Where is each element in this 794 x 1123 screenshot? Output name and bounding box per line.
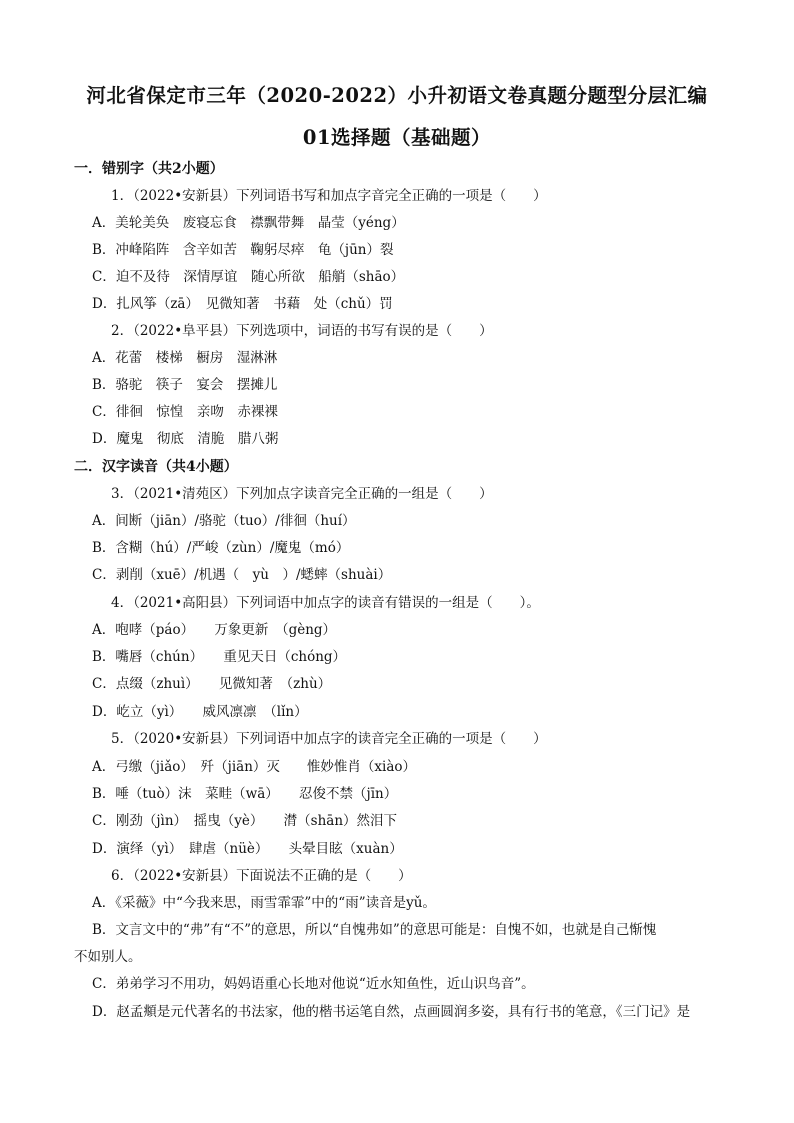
question-6-option-d: D．赵孟頫是元代著名的书法家，他的楷书运笔自然，点画圆润多姿，具有行书的笔意，《三门记》是 <box>92 1004 691 1020</box>
question-5-option-b: B．唾（tuò）沫 菜畦（wā） 忍俊不禁（jīn） <box>92 786 398 802</box>
question-5-option-a: A．弓缴（jiǎo） 歼（jiān）灭 惟妙惟肖（xiào） <box>92 759 417 775</box>
question-2-option-c: C．徘徊 惊惶 亲吻 赤裸裸 <box>92 404 278 420</box>
question-2-option-a: A．花蕾 楼梯 橱房 湿淋淋 <box>92 350 278 366</box>
question-1-option-c: C．迫不及待 深情厚谊 随心所欲 船艄（shāo） <box>92 269 405 285</box>
question-6-option-a: A．《采薇》中“今我来思，雨雪霏霏”中的“雨”读音是yǔ。 <box>92 895 436 911</box>
question-4-option-a: A．咆哮（páo） 万象更新 （gèng） <box>92 622 337 638</box>
question-2-option-d: D．魔鬼 彻底 清脆 腊八粥 <box>92 431 279 447</box>
question-3-option-c: C．剥削（xuē）/机遇（ yù ）/蟋蟀（shuài） <box>92 567 392 583</box>
question-4-option-b: B．嘴唇（chún） 重见天日（chóng） <box>92 649 347 665</box>
question-3-option-b: B．含糊（hú）/严峻（zùn）/魔鬼（mó） <box>92 540 350 556</box>
question-1-option-a: A．美轮美奂 废寝忘食 襟飘带舞 晶莹（yéng） <box>92 215 405 231</box>
question-6-option-b-continued: 不如别人。 <box>74 949 142 965</box>
question-5-stem: 5．（2020•安新县）下列词语中加点字的读音完全正确的一项是（ ） <box>111 731 547 747</box>
question-4-option-c: C．点缀（zhuì） 见微知著 （zhù） <box>92 676 332 692</box>
question-1-stem: 1．（2022•安新县）下列词语书写和加点字音完全正确的一项是（ ） <box>111 188 547 204</box>
question-4-stem: 4．（2021•高阳县）下列词语中加点字的读音有错误的一组是（ ）。 <box>111 595 540 611</box>
question-5-option-c: C．刚劲（jìn） 摇曳（yè） 潸（shān）然泪下 <box>92 813 398 829</box>
document-title: 河北省保定市三年（2020-2022）小升初语文卷真题分题型分层汇编 <box>86 84 708 107</box>
question-2-option-b: B．骆驼 筷子 宴会 摆摊儿 <box>92 377 278 393</box>
question-5-option-d: D．演绎（yì） 肆虐（nüè） 头晕目眩（xuàn） <box>92 841 403 857</box>
section-heading-pronunciation: 二．汉字读音（共4小题） <box>74 459 238 475</box>
document-subtitle: 01选择题（基础题） <box>302 126 492 149</box>
question-2-stem: 2．（2022•阜平县）下列选项中，词语的书写有误的是（ ） <box>111 323 493 339</box>
question-3-stem: 3．（2021•清苑区）下列加点字读音完全正确的一组是（ ） <box>111 486 493 502</box>
question-6-stem: 6．（2022•安新县）下面说法不正确的是（ ） <box>111 868 412 884</box>
question-3-option-a: A．间断（jiān）/骆驼（tuo）/徘徊（huí） <box>92 513 356 529</box>
question-6-option-b: B．文言文中的“弗”有“不”的意思，所以“自愧弗如”的意思可能是：自愧不如，也就是自己惭愧 <box>92 922 657 938</box>
question-6-option-c: C．弟弟学习不用功，妈妈语重心长地对他说“近水知鱼性，近山识鸟音”。 <box>92 976 535 992</box>
question-4-option-d: D．屹立（yì） 威风凛凛 （lǐn） <box>92 704 308 720</box>
question-1-option-d: D．扎风筝（zā） 见微知著 书藉 处（chǔ）罚 <box>92 296 393 312</box>
section-heading-typos: 一．错别字（共2小题） <box>74 161 224 177</box>
question-1-option-b: B．冲峰陷阵 含辛如苦 鞠躬尽瘁 龟（jūn）裂 <box>92 242 394 258</box>
